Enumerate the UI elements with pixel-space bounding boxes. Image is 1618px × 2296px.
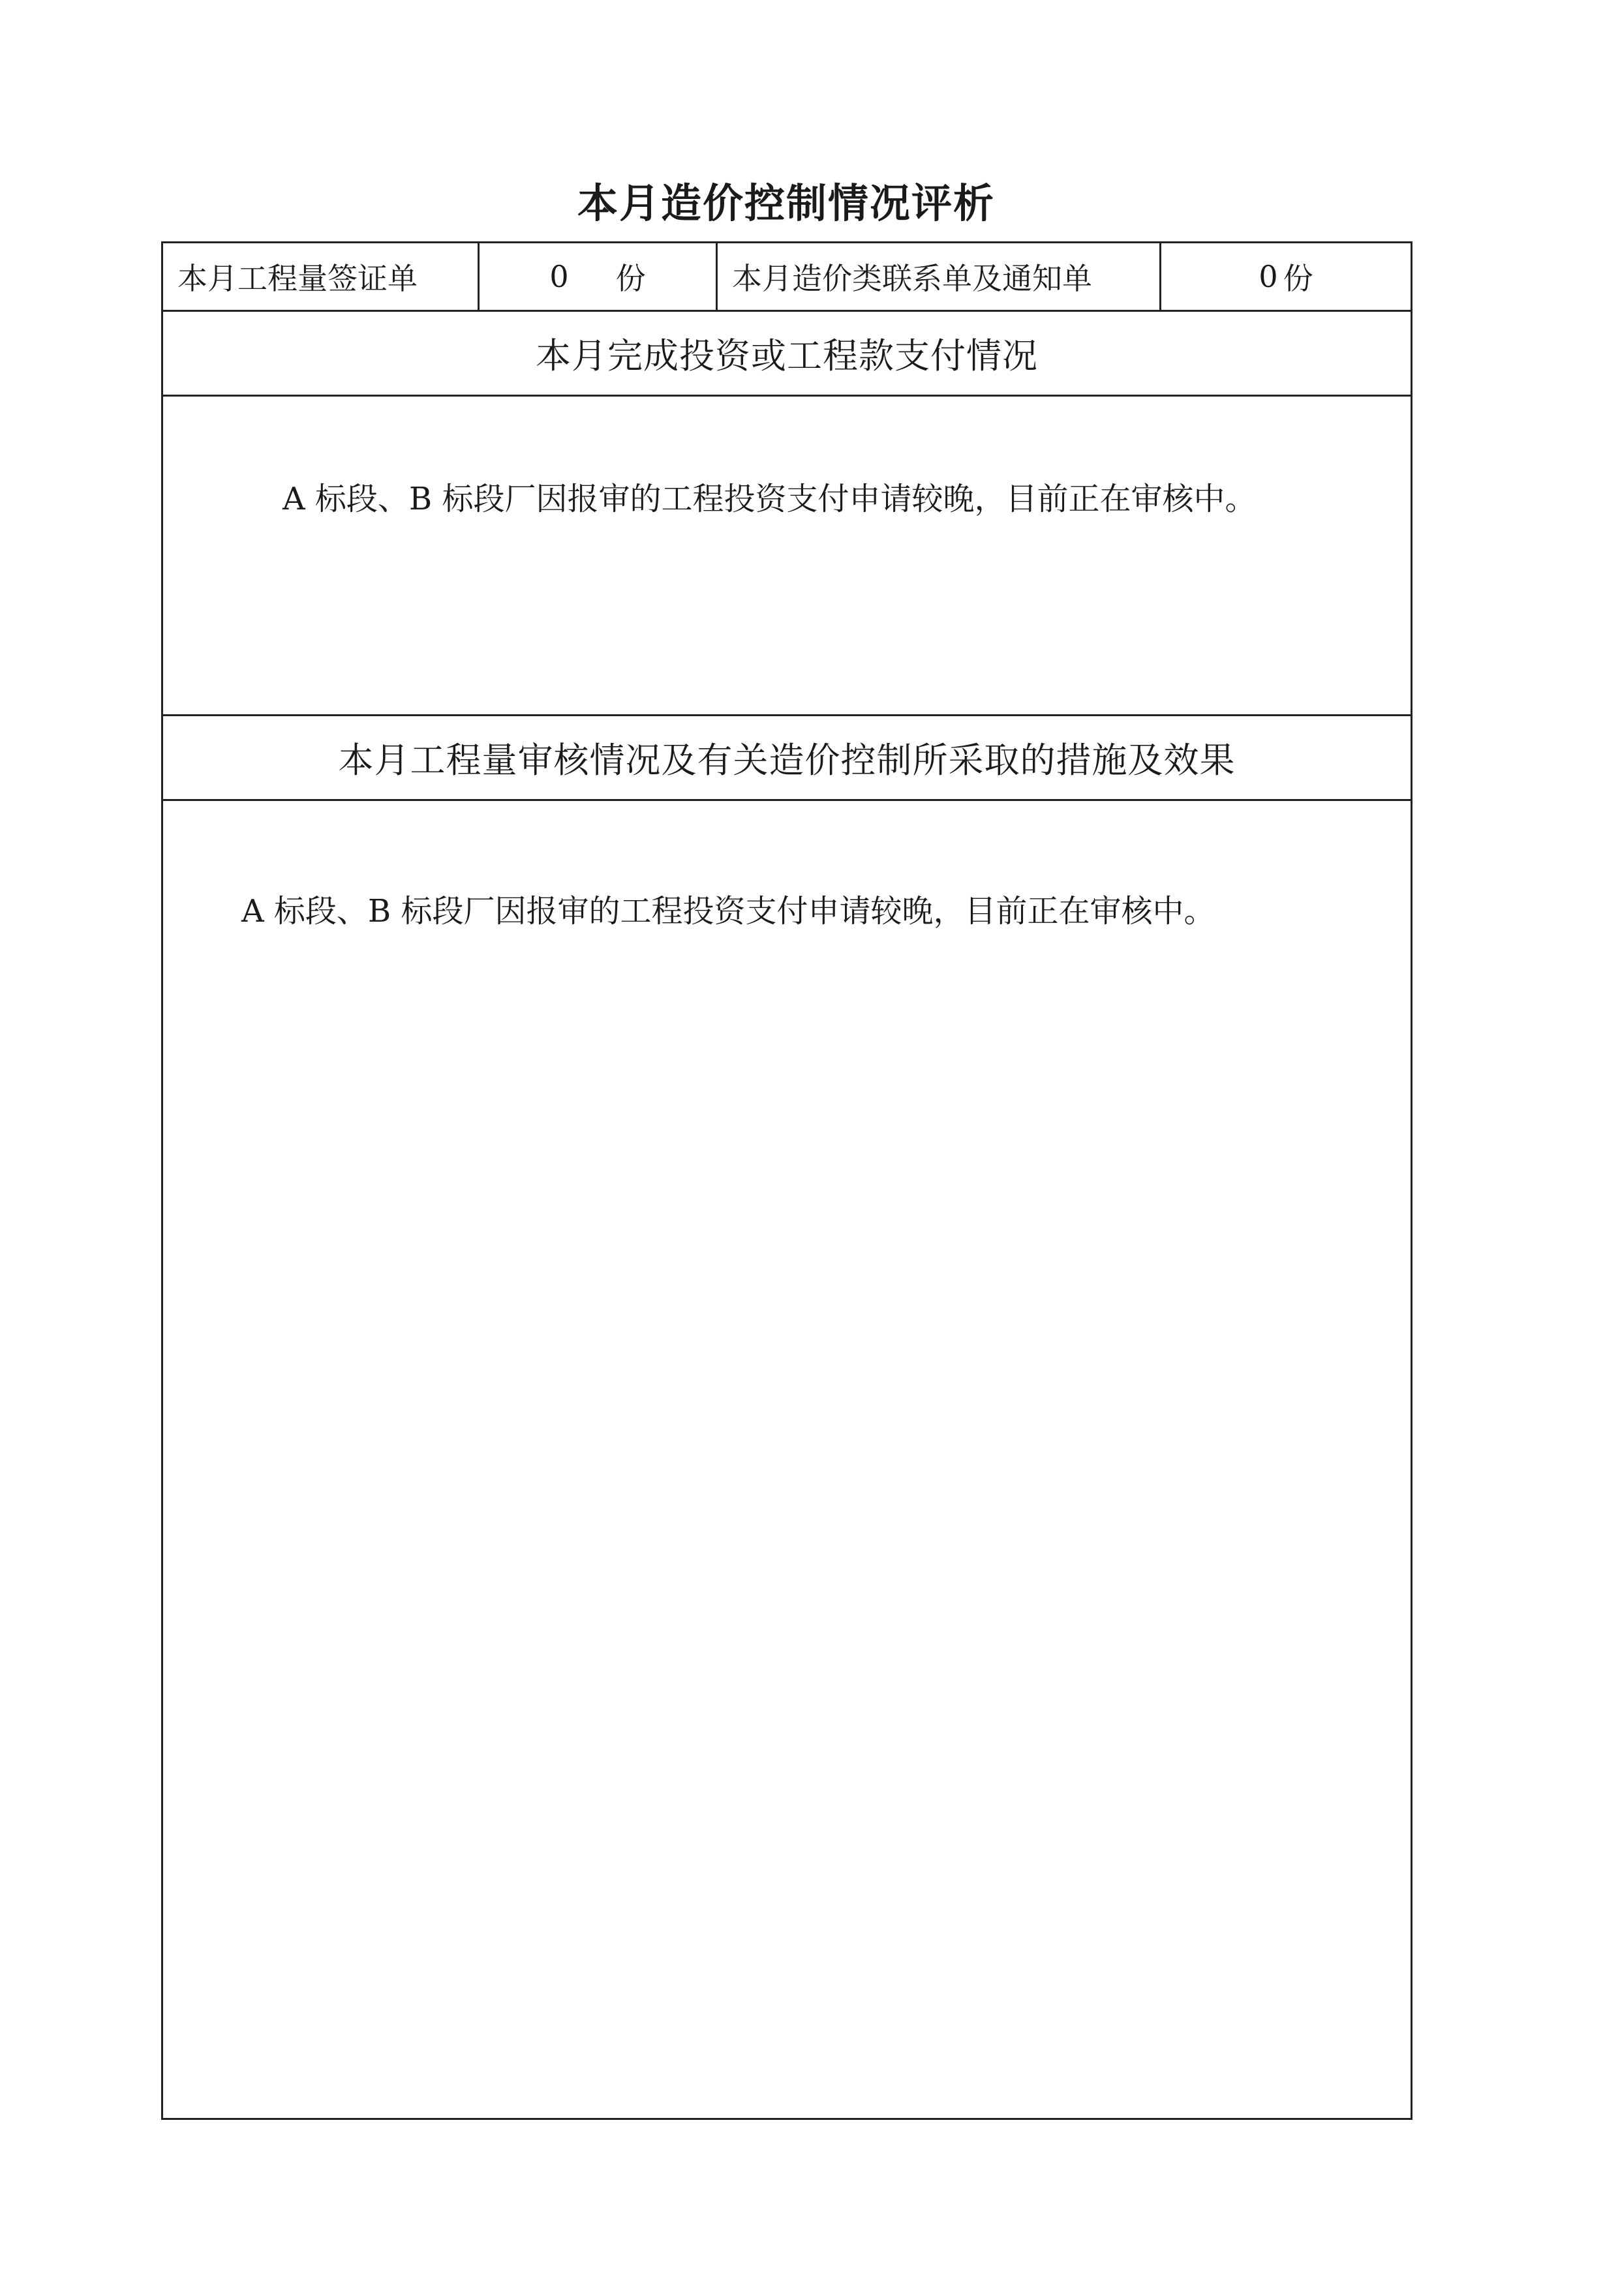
investment-payment-text: A 标段、B 标段厂因报审的工程投资支付申请较晚，目前正在审核中。 <box>282 481 1257 517</box>
contact-notice-label: 本月造价类联系单及通知单 <box>716 243 1159 310</box>
page-title: 本月造价控制情况评析 <box>577 179 995 227</box>
quantity-visa-count: 0 <box>549 259 569 294</box>
quantity-review-text: A 标段、B 标段厂因报审的工程投资支付申请较晚，目前正在审核中。 <box>241 893 1215 929</box>
quantity-visa-label: 本月工程量签证单 <box>177 261 418 296</box>
contact-notice-count: 0 <box>1259 259 1278 294</box>
quantity-review-section <box>163 801 1411 2119</box>
contact-notice-unit: 份 <box>1283 261 1313 296</box>
quantity-review-header: 本月工程量审核情况及有关造价控制所采取的措施及效果 <box>163 716 1411 801</box>
investment-payment-section <box>163 397 1411 716</box>
quantity-visa-count-cell <box>478 243 716 310</box>
summary-row <box>163 243 1411 312</box>
quantity-visa-unit: 份 <box>615 261 646 296</box>
cost-control-form <box>161 241 1412 2120</box>
investment-payment-header: 本月完成投资或工程款支付情况 <box>163 312 1411 397</box>
contact-notice-count-cell <box>1159 243 1411 310</box>
